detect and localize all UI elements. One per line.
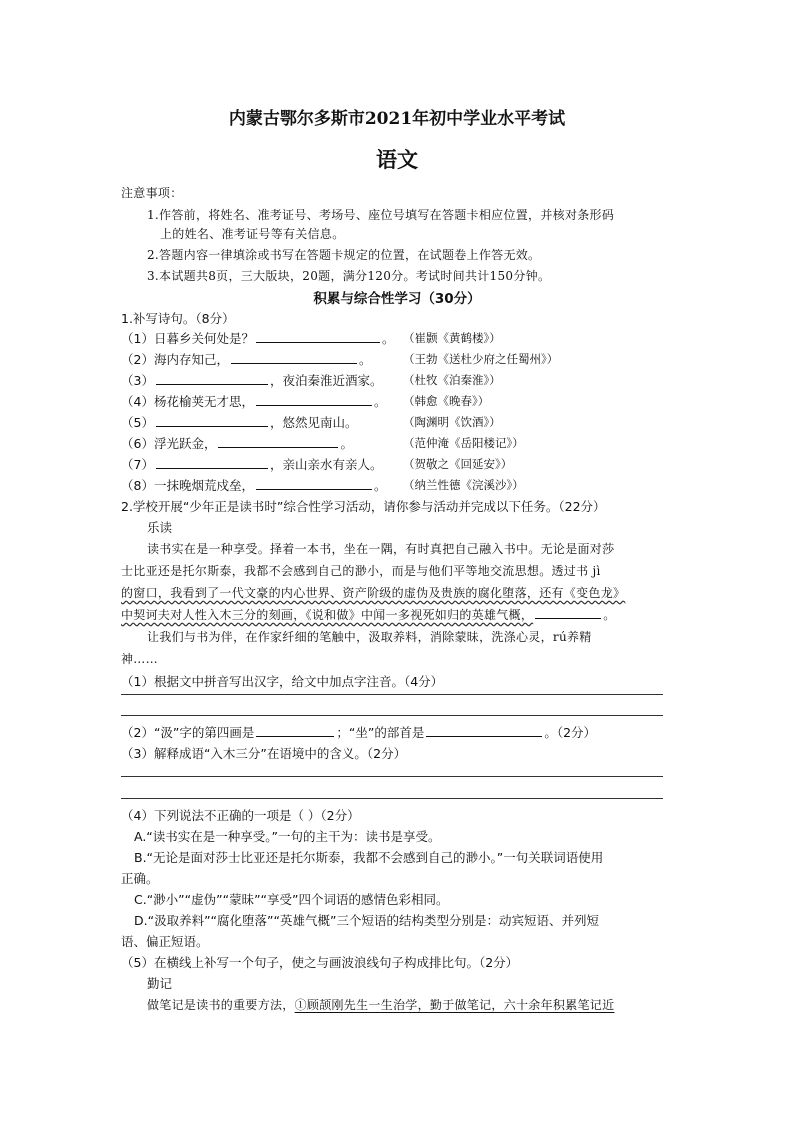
option-d: D.“汲取养料”“腐化堕落”“英雄气概”三个短语的结构类型分别是：动宾短语、并列短 bbox=[134, 913, 599, 928]
sub-heading-note: 勤记 bbox=[147, 976, 173, 991]
answer-line[interactable] bbox=[121, 715, 663, 716]
poem-line-6: （6）浮光跃金， 。 bbox=[121, 436, 353, 451]
answer-blank[interactable] bbox=[231, 351, 357, 364]
answer-blank[interactable] bbox=[256, 393, 372, 406]
q2-stem: 2.学校开展“少年正是读书时”综合性学习活动，请你参与活动并完成以下任务。（22分） bbox=[121, 499, 606, 514]
poem-line-8: （8）一抹晚烟荒戍垒， 。 bbox=[121, 478, 387, 493]
poem-source: （贺敬之《回延安》） bbox=[403, 457, 513, 471]
poem-source: （陶渊明《饮酒》） bbox=[403, 415, 501, 429]
sub-question-5: （5）在横线上补写一个句子，使之与画波浪线句子构成排比句。（2分） bbox=[121, 955, 519, 970]
option-a: A.“读书实在是一种享受。”一句的主干为：读书是享受。 bbox=[134, 829, 441, 844]
sub-heading-read: 乐读 bbox=[147, 520, 173, 535]
option-b: B.“无论是面对莎士比亚还是托尔斯泰，我都不会感到自己的渺小。”一句关联词语使用 bbox=[134, 850, 604, 865]
answer-blank[interactable] bbox=[156, 414, 268, 427]
poem-line-3: （3） ，夜泊秦淮近酒家。 bbox=[121, 373, 383, 388]
poem-line-5: （5） ，悠然见南山。 bbox=[121, 415, 358, 430]
answer-blank[interactable] bbox=[535, 606, 601, 619]
section-heading: 积累与综合性学习（30分） bbox=[313, 291, 481, 307]
answer-line[interactable] bbox=[121, 798, 663, 799]
poem-line-4: （4）杨花榆荚无才思， 。 bbox=[121, 394, 387, 409]
sub-question-3: （3）解释成语“入木三分”在语境中的含义。（2分） bbox=[121, 746, 407, 761]
answer-blank[interactable] bbox=[156, 456, 268, 469]
poem-line-2: （2）海内存知己， 。 bbox=[121, 352, 372, 367]
answer-blank[interactable] bbox=[218, 435, 338, 448]
passage-line: 神…… bbox=[121, 652, 158, 666]
answer-blank[interactable] bbox=[256, 477, 372, 490]
answer-blank[interactable] bbox=[256, 724, 334, 737]
answer-line[interactable] bbox=[121, 694, 663, 695]
poem-source: （韩愈《晚春》） bbox=[403, 394, 490, 408]
answer-blank[interactable] bbox=[256, 330, 380, 343]
option-c: C.“渺小”“虚伪”“蒙昧”“享受”四个词语的感情色彩相同。 bbox=[134, 892, 449, 907]
poem-source: （范仲淹《岳阳楼记》） bbox=[403, 436, 524, 450]
poem-source: （纳兰性德《浣溪沙》） bbox=[403, 478, 524, 492]
notice-item: 1.作答前，将姓名、准考证号、考场号、座位号填写在答题卡相应位置，并核对条形码 bbox=[147, 208, 615, 222]
notice-item: 上的姓名、准考证号等有关信息。 bbox=[160, 227, 345, 241]
exam-title: 内蒙古鄂尔多斯市2021年初中学业水平考试 bbox=[228, 109, 566, 129]
option-b-cont: 正确。 bbox=[121, 871, 159, 886]
answer-blank[interactable] bbox=[156, 372, 268, 385]
passage-line: 士比亚还是托尔斯泰，我都不会感到自己的渺小，而是与他们平等地交流思想。透过书 jì bbox=[121, 564, 601, 578]
passage-line: 做笔记是读书的重要方法，①顾颉刚先生一生治学，勤于做笔记，六十余年积累笔记近 bbox=[147, 998, 615, 1012]
poem-source: （崔颢《黄鹤楼》） bbox=[403, 331, 501, 345]
sub-question-4: （4）下列说法不正确的一项是（ ）（2分） bbox=[121, 808, 360, 823]
option-d-cont: 语、偏正短语。 bbox=[121, 934, 209, 949]
sub-question-1: （1）根据文中拼音写出汉字，给文中加点字注音。（4分） bbox=[121, 674, 444, 689]
passage-line-wavy: 中契诃夫对人性入木三分的刻画，《说和做》中闻一多视死如归的英雄气概， 。 bbox=[121, 608, 616, 622]
notice-item: 2.答题内容一律填涂或书写在答题卡规定的位置，在试题卷上作答无效。 bbox=[147, 248, 541, 262]
poem-line-7: （7） ，亲山亲水有亲人。 bbox=[121, 457, 383, 472]
passage-line-wavy: 的窗口，我看到了一代文豪的内心世界、资产阶级的虚伪及贵族的腐化堕落，还有《变色龙》 bbox=[121, 586, 626, 600]
passage-line: 读书实在是一种享受。择着一本书，坐在一隅，有时真把自己融入书中。无论是面对莎 bbox=[147, 542, 615, 556]
notice-item: 3.本试题共8页，三大版块，20题，满分120分。考试时间共计150分钟。 bbox=[147, 269, 551, 283]
passage-line: 让我们与书为伴，在作家纤细的笔触中，汲取养料，消除蒙昧，洗涤心灵，rú养精 bbox=[147, 630, 592, 644]
answer-blank[interactable] bbox=[426, 724, 542, 737]
sub-question-2: （2）“汲”字的第四画是 ；“坐”的部首是 。（2分） bbox=[121, 725, 597, 740]
poem-source: （杜牧《泊秦淮》） bbox=[403, 373, 501, 387]
notice-heading: 注意事项： bbox=[121, 186, 183, 200]
poem-line-1: （1）日暮乡关何处是？ 。 bbox=[121, 331, 395, 346]
subject-title: 语文 bbox=[376, 147, 418, 172]
poem-source: （王勃《送杜少府之任蜀州》） bbox=[403, 352, 559, 366]
answer-line[interactable] bbox=[121, 776, 663, 777]
q1-stem: 1.补写诗句。（8分） bbox=[121, 311, 235, 326]
